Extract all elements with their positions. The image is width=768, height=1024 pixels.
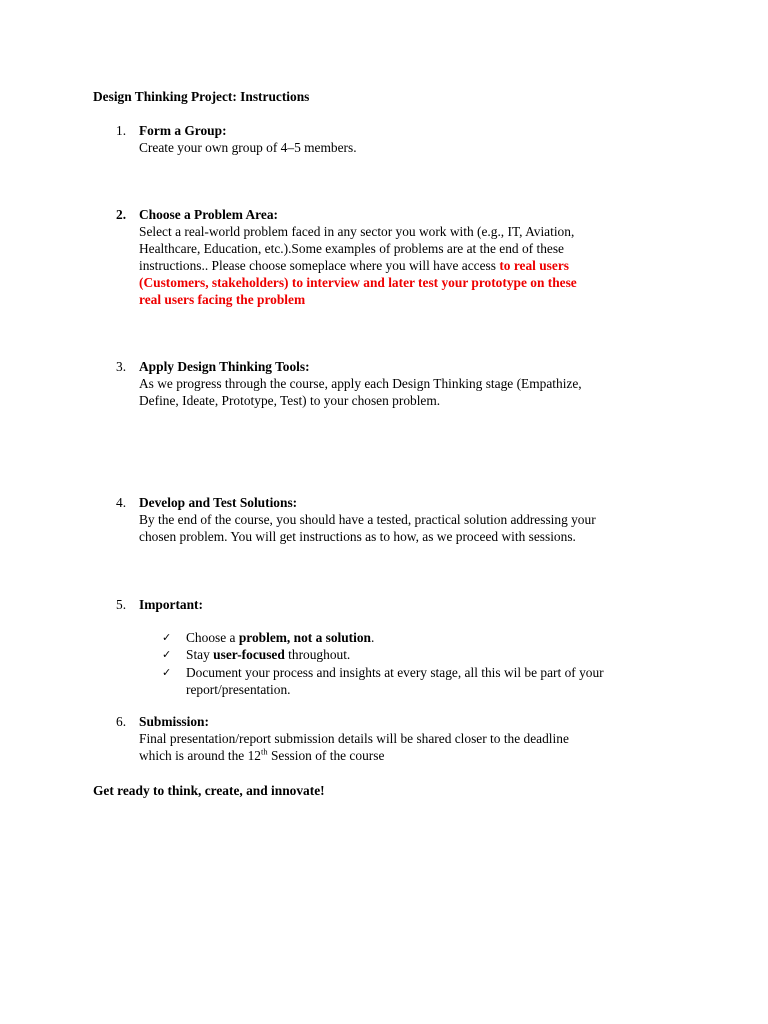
item-6-text-line-1: Final presentation/report submission details will be shared closer to the deadline bbox=[139, 731, 569, 746]
item-2-text-line-1: Select a real-world problem faced in any sector you work with (e.g., IT, Aviation, bbox=[139, 224, 575, 239]
item-5-number: 5. bbox=[116, 597, 127, 612]
item-2-highlight-line-2: real users facing the problem bbox=[139, 292, 306, 307]
item-2-heading: Choose a Problem Area: bbox=[139, 207, 278, 222]
closing-line: Get ready to think, create, and innovate! bbox=[93, 783, 325, 798]
item-3-text-line-1: As we progress through the course, apply each Design Thinking stage (Empathize, bbox=[139, 376, 582, 391]
item-4-number: 4. bbox=[116, 495, 127, 510]
item-1-number: 1. bbox=[116, 123, 127, 138]
item-4-text-line-1: By the end of the course, you should have a tested, practical solution addressing your bbox=[139, 512, 596, 527]
item-1-text: Create your own group of 4–5 members. bbox=[139, 140, 357, 155]
item-6-text-line-2: which is around the 12th Session of the course bbox=[139, 746, 385, 763]
item-2-text-line-2: Healthcare, Education, etc.).Some examples of problems are at the end of these bbox=[139, 241, 564, 256]
item-2-text-line-3 bbox=[139, 257, 569, 274]
item-3-number: 3. bbox=[116, 359, 127, 374]
item-3-text-line-2: Define, Ideate, Prototype, Test) to your chosen problem. bbox=[139, 393, 441, 408]
item-2-text-normal: instructions.. Please choose someplace where you will have access bbox=[139, 258, 500, 273]
important-point-3-continued: report/presentation. bbox=[186, 682, 291, 697]
check-mark-icon: ✓ bbox=[162, 648, 172, 661]
item-4-heading: Develop and Test Solutions: bbox=[139, 495, 298, 510]
important-point-3: Document your process and insights at every stage, all this wil be part of your bbox=[186, 665, 604, 680]
item-3-heading: Apply Design Thinking Tools: bbox=[139, 359, 310, 374]
important-point-2: Stay user-focused throughout. bbox=[186, 647, 351, 662]
item-1-heading: Form a Group: bbox=[139, 123, 227, 138]
item-2-number: 2. bbox=[116, 207, 127, 222]
item-2-highlight-line-1: (Customers, stakeholders) to interview and later test your prototype on these bbox=[139, 275, 577, 290]
check-mark-icon: ✓ bbox=[162, 666, 172, 679]
check-mark-icon: ✓ bbox=[162, 631, 172, 644]
item-6-number: 6. bbox=[116, 714, 127, 729]
item-6-heading: Submission: bbox=[139, 714, 209, 729]
item-4-text-line-2: chosen problem. You will get instructions as to how, as we proceed with sessions. bbox=[139, 529, 576, 544]
item-2-highlight-start: to real users bbox=[499, 258, 569, 273]
important-point-1: Choose a problem, not a solution. bbox=[186, 630, 375, 645]
page-title: Design Thinking Project: Instructions bbox=[93, 89, 310, 104]
item-5-heading: Important: bbox=[139, 597, 203, 612]
